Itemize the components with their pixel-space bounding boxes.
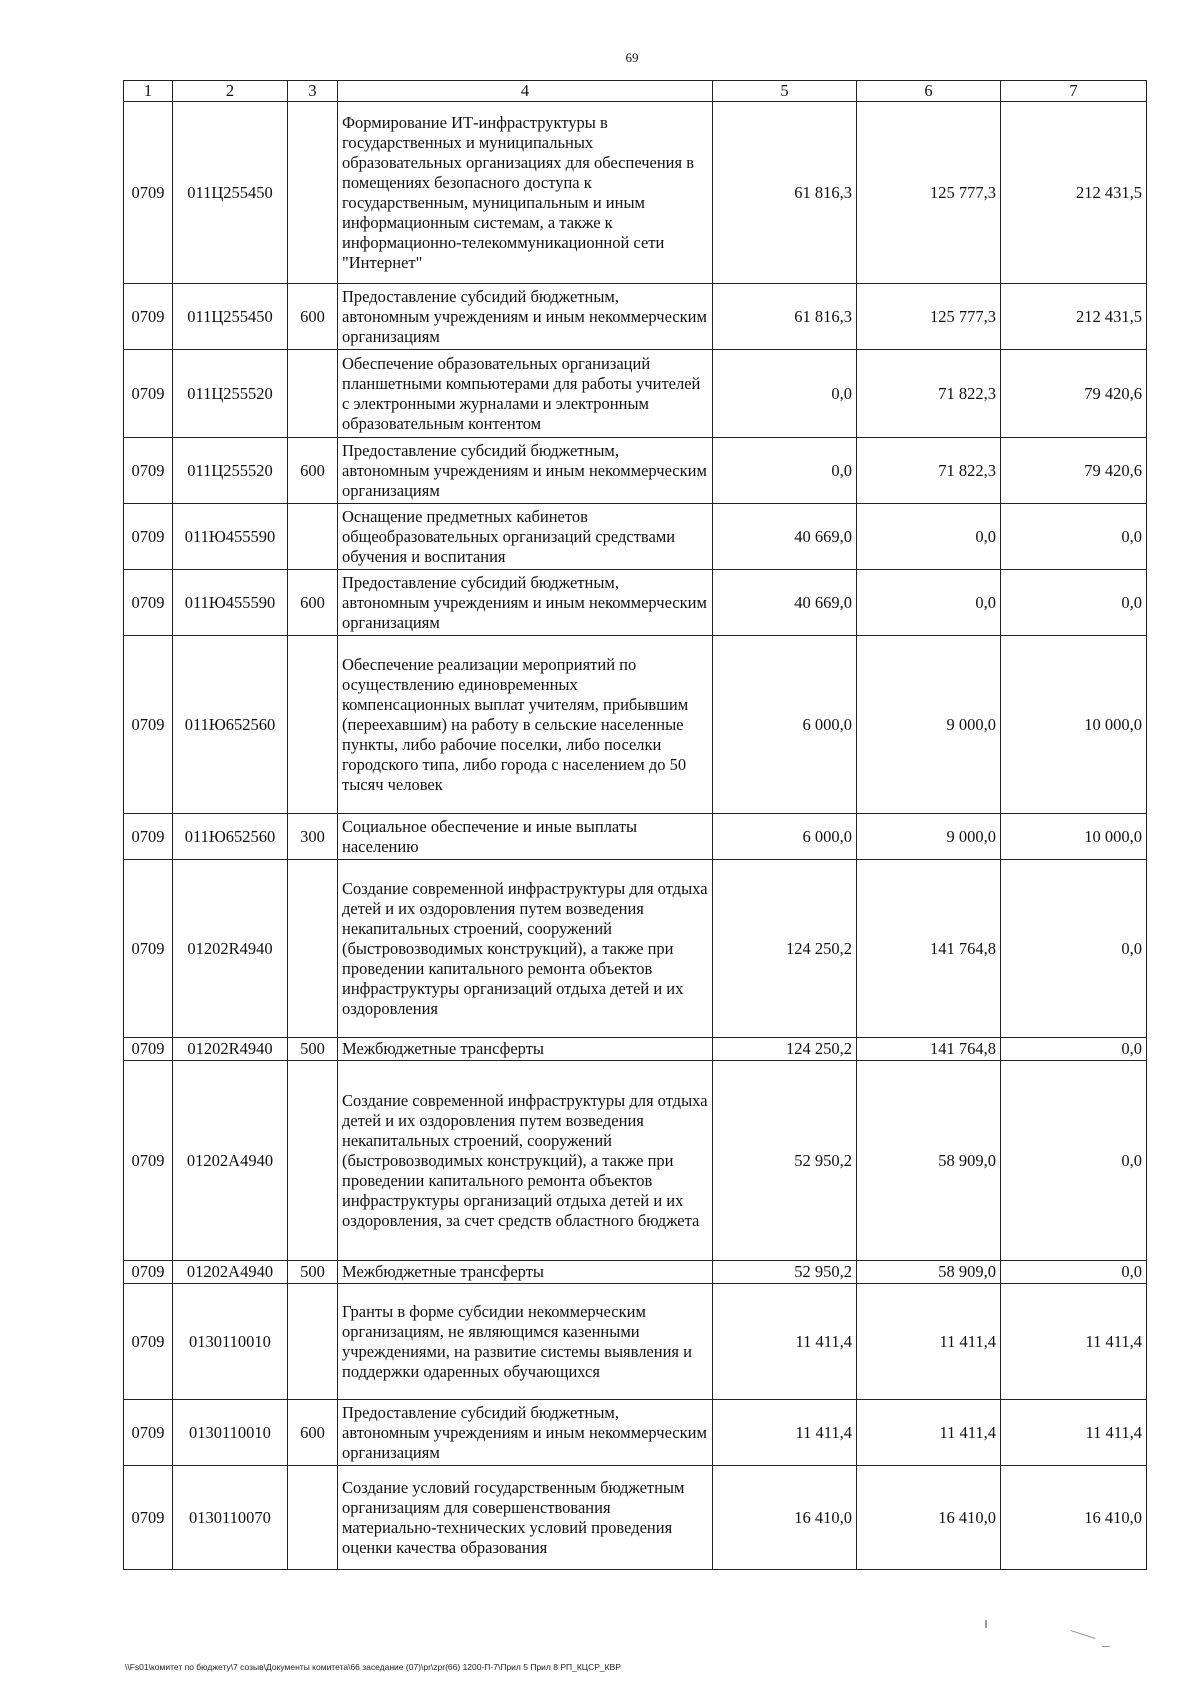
value-col-6-cell: 16 410,0 [857,1466,1001,1570]
name-cell: Создание современной инфраструктуры для отдыха детей и их оздоровления путем возведения некапитальных строений, сооружений (быстровозводимых конструкций), а также при проведении капитального ремонта объектов инфраструктуры организаций отдыха детей и их оздоровления, за счет средств областного бюджета [338,1061,713,1261]
value-col-5-cell: 61 816,3 [713,102,857,284]
expense-type-cell: 600 [288,438,338,504]
header-col-5: 5 [713,81,857,102]
value-col-6-cell: 11 411,4 [857,1284,1001,1400]
table-body [124,102,1147,1570]
code-cell: 011Ц255520 [173,350,288,438]
name-cell: Гранты в форме субсидии некоммерческим организациям, не являющимся казенными учреждениями, на развитие системы выявления и поддержки одаренных обучающихся [338,1284,713,1400]
code-cell: 011Ю652560 [173,636,288,814]
header-col-3: 3 [288,81,338,102]
value-col-7-cell: 10 000,0 [1001,636,1147,814]
value-col-5-cell: 124 250,2 [713,860,857,1038]
value-col-6-cell: 11 411,4 [857,1400,1001,1466]
value-col-5-cell: 0,0 [713,350,857,438]
code-cell: 011Ю455590 [173,570,288,636]
expense-type-cell: 500 [288,1038,338,1061]
expense-type-cell: 600 [288,1400,338,1466]
code-cell: 0130110010 [173,1400,288,1466]
table-row [124,1261,1147,1284]
section-cell: 0709 [124,1061,173,1261]
section-cell: 0709 [124,1466,173,1570]
header-col-4: 4 [338,81,713,102]
section-cell: 0709 [124,284,173,350]
section-cell: 0709 [124,636,173,814]
table-row [124,860,1147,1038]
code-cell: 011Ц255450 [173,102,288,284]
value-col-7-cell: 212 431,5 [1001,102,1147,284]
value-col-7-cell: 11 411,4 [1001,1284,1147,1400]
value-col-5-cell: 52 950,2 [713,1261,857,1284]
expense-type-cell [288,636,338,814]
section-cell: 0709 [124,860,173,1038]
section-cell: 0709 [124,570,173,636]
expense-type-cell [288,102,338,284]
section-cell: 0709 [124,1284,173,1400]
scan-mark [985,1620,987,1628]
value-col-5-cell: 124 250,2 [713,1038,857,1061]
value-col-6-cell: 0,0 [857,570,1001,636]
value-col-7-cell: 0,0 [1001,1261,1147,1284]
section-cell: 0709 [124,504,173,570]
code-cell: 0130110010 [173,1284,288,1400]
value-col-6-cell: 58 909,0 [857,1261,1001,1284]
value-col-5-cell: 0,0 [713,438,857,504]
name-cell: Межбюджетные трансферты [338,1038,713,1061]
value-col-7-cell: 0,0 [1001,1038,1147,1061]
section-cell: 0709 [124,1400,173,1466]
expense-type-cell: 600 [288,284,338,350]
value-col-7-cell: 10 000,0 [1001,814,1147,860]
name-cell: Предоставление субсидий бюджетным, автономным учреждениям и иным некоммерческим организациям [338,570,713,636]
section-cell: 0709 [124,1261,173,1284]
value-col-5-cell: 11 411,4 [713,1400,857,1466]
value-col-5-cell: 52 950,2 [713,1061,857,1261]
value-col-7-cell: 212 431,5 [1001,284,1147,350]
table-row [124,284,1147,350]
value-col-6-cell: 71 822,3 [857,350,1001,438]
value-col-5-cell: 6 000,0 [713,636,857,814]
code-cell: 01202R4940 [173,860,288,1038]
table-row [124,504,1147,570]
table-row [124,438,1147,504]
value-col-6-cell: 141 764,8 [857,860,1001,1038]
value-col-6-cell: 125 777,3 [857,284,1001,350]
name-cell: Оснащение предметных кабинетов общеобразовательных организаций средствами обучения и воспитания [338,504,713,570]
value-col-7-cell: 79 420,6 [1001,438,1147,504]
name-cell: Создание современной инфраструктуры для отдыха детей и их оздоровления путем возведения некапитальных строений, сооружений (быстровозводимых конструкций), а также при проведении капитального ремонта объектов инфраструктуры организаций отдыха детей и их оздоровления [338,860,713,1038]
expense-type-cell [288,860,338,1038]
expense-type-cell: 500 [288,1261,338,1284]
header-col-2: 2 [173,81,288,102]
value-col-5-cell: 11 411,4 [713,1284,857,1400]
section-cell: 0709 [124,814,173,860]
table-row [124,1400,1147,1466]
value-col-7-cell: 16 410,0 [1001,1466,1147,1570]
value-col-7-cell: 11 411,4 [1001,1400,1147,1466]
value-col-5-cell: 6 000,0 [713,814,857,860]
table-row [124,636,1147,814]
section-cell: 0709 [124,438,173,504]
expense-type-cell [288,350,338,438]
code-cell: 011Ц255450 [173,284,288,350]
value-col-6-cell: 9 000,0 [857,814,1001,860]
value-col-5-cell: 40 669,0 [713,570,857,636]
header-col-6: 6 [857,81,1001,102]
name-cell: Межбюджетные трансферты [338,1261,713,1284]
value-col-6-cell: 141 764,8 [857,1038,1001,1061]
value-col-5-cell: 16 410,0 [713,1466,857,1570]
value-col-6-cell: 125 777,3 [857,102,1001,284]
table-row [124,1466,1147,1570]
table-row [124,1061,1147,1261]
header-col-7: 7 [1001,81,1147,102]
table-row [124,350,1147,438]
value-col-7-cell: 0,0 [1001,860,1147,1038]
name-cell: Предоставление субсидий бюджетным, автономным учреждениям и иным некоммерческим организациям [338,438,713,504]
name-cell: Создание условий государственным бюджетным организациям для совершенствования материально-технических условий проведения оценки качества образования [338,1466,713,1570]
name-cell: Обеспечение реализации мероприятий по осуществлению единовременных компенсационных выплат учителям, прибывшим (переехавшим) на работу в сельские населенные пункты, либо рабочие поселки, либо поселки городского типа, либо города с населением до 50 тысяч человек [338,636,713,814]
value-col-6-cell: 0,0 [857,504,1001,570]
section-cell: 0709 [124,102,173,284]
name-cell: Предоставление субсидий бюджетным, автономным учреждениям и иным некоммерческим организациям [338,284,713,350]
file-path-footer: \\Fs01\комитет по бюджету\7 созыв\Документы комитета\66 заседание (07)\pr\zpr(66) 1200-П-7\Прил 5 Прил 8 РП_КЦСР_КВР [125,1662,621,1672]
scan-mark [1070,1630,1095,1639]
value-col-7-cell: 0,0 [1001,1061,1147,1261]
name-cell: Обеспечение образовательных организаций планшетными компьютерами для работы учителей с электронными журналами и электронным образовательным контентом [338,350,713,438]
expense-type-cell [288,1466,338,1570]
name-cell: Формирование ИТ-инфраструктуры в государственных и муниципальных образовательных организациях для обеспечения в помещениях безопасного доступа к государственным, муниципальным и иным информационным системам, а также к информационно-телекоммуникационной сети "Интернет" [338,102,713,284]
code-cell: 01202A4940 [173,1061,288,1261]
name-cell: Предоставление субсидий бюджетным, автономным учреждениям и иным некоммерческим организациям [338,1400,713,1466]
value-col-6-cell: 71 822,3 [857,438,1001,504]
section-cell: 0709 [124,350,173,438]
budget-table [123,80,1147,1570]
value-col-6-cell: 58 909,0 [857,1061,1001,1261]
table-header [124,81,1147,102]
value-col-6-cell: 9 000,0 [857,636,1001,814]
value-col-5-cell: 40 669,0 [713,504,857,570]
expense-type-cell: 300 [288,814,338,860]
code-cell: 01202A4940 [173,1261,288,1284]
expense-type-cell: 600 [288,570,338,636]
expense-type-cell [288,504,338,570]
code-cell: 01202R4940 [173,1038,288,1061]
table-row [124,1038,1147,1061]
scan-mark [1102,1646,1110,1647]
code-cell: 0130110070 [173,1466,288,1570]
expense-type-cell [288,1284,338,1400]
code-cell: 011Ю455590 [173,504,288,570]
code-cell: 011Ц255520 [173,438,288,504]
value-col-7-cell: 79 420,6 [1001,350,1147,438]
page-number: 69 [625,50,639,65]
value-col-7-cell: 0,0 [1001,504,1147,570]
value-col-7-cell: 0,0 [1001,570,1147,636]
code-cell: 011Ю652560 [173,814,288,860]
section-cell: 0709 [124,1038,173,1061]
header-col-1: 1 [124,81,173,102]
table-row [124,102,1147,284]
expense-type-cell [288,1061,338,1261]
value-col-5-cell: 61 816,3 [713,284,857,350]
table-row [124,1284,1147,1400]
table-row [124,814,1147,860]
name-cell: Социальное обеспечение и иные выплаты населению [338,814,713,860]
table-row [124,570,1147,636]
